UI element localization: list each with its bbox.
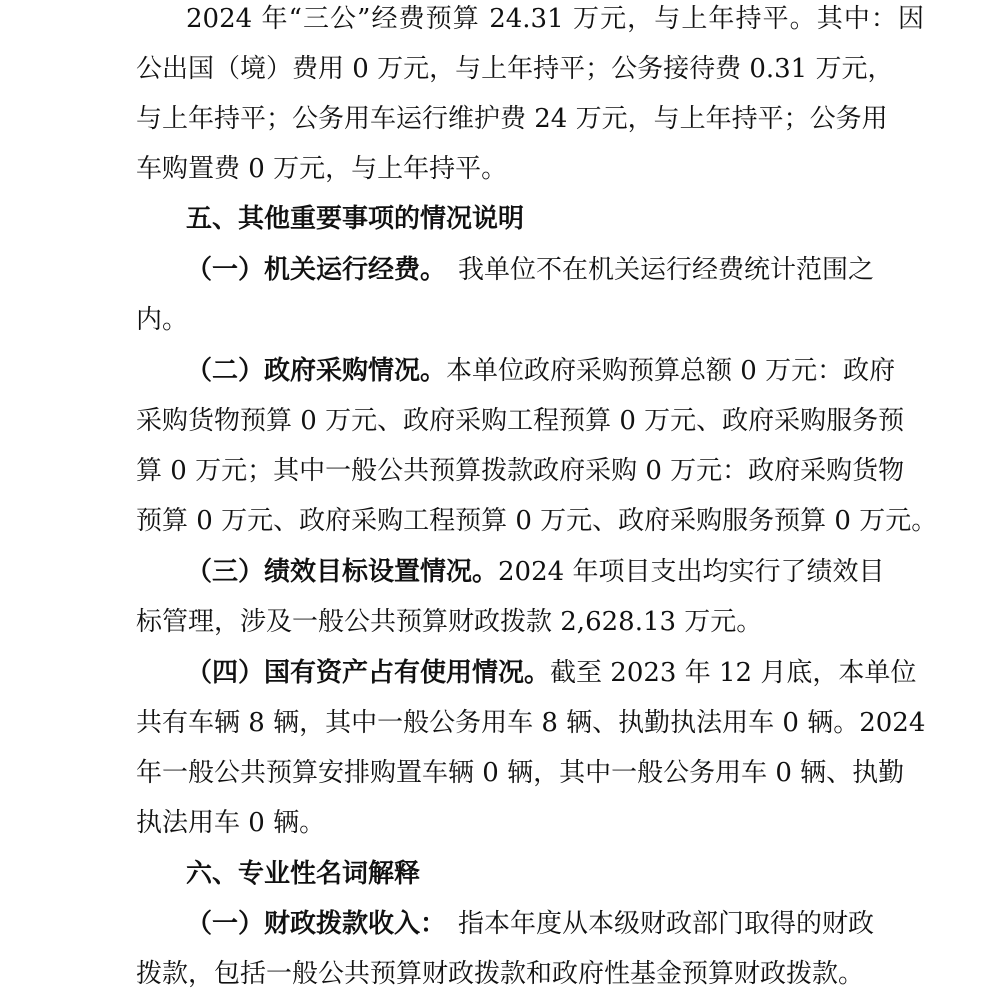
section-heading: 五、其他重要事项的情况说明 [186, 204, 525, 234]
item-label: （一）机关运行经费。 [186, 255, 447, 285]
section-heading: 六、专业性名词解释 [186, 859, 421, 889]
paragraph-line: 预算 0 万元、政府采购工程预算 0 万元、政府采购服务预算 0 万元。 [136, 506, 938, 536]
paragraph-line: 采购货物预算 0 万元、政府采购工程预算 0 万元、政府采购服务预 [136, 406, 905, 436]
item-label: （一）财政拨款收入： [186, 909, 447, 939]
item-line [186, 354, 896, 388]
paragraph-line: 与上年持平；公务用车运行维护费 24 万元，与上年持平；公务用 [136, 104, 888, 134]
paragraph-line: 执法用车 0 辆。 [136, 808, 326, 838]
item-line [186, 555, 885, 589]
paragraph-line: 年一般公共预算安排购置车辆 0 辆，其中一般公务用车 0 辆、执勤 [136, 758, 905, 788]
paragraph-line: 算 0 万元；其中一般公共预算拨款政府采购 0 万元：政府采购货物 [136, 456, 905, 486]
paragraph-line: 2024 年“三公”经费预算 24.31 万元，与上年持平。其中：因 [186, 4, 924, 34]
paragraph-line: 车购置费 0 万元，与上年持平。 [136, 154, 508, 184]
item-label: （三）绩效目标设置情况。 [186, 557, 499, 587]
item-text: 本单位政府采购预算总额 0 万元：政府 [446, 356, 896, 386]
item-text: 截至 2023 年 12 月底，本单位 [550, 658, 917, 688]
item-label: （四）国有资产占有使用情况。 [186, 658, 551, 688]
item-label: （二）政府采购情况。 [186, 356, 447, 386]
item-text: 指本年度从本级财政部门取得的财政 [457, 909, 874, 939]
item-line [186, 907, 874, 941]
paragraph-line: 公出国（境）费用 0 万元，与上年持平；公务接待费 0.31 万元， [136, 54, 894, 84]
item-line [186, 253, 874, 287]
paragraph-line: 内。 [136, 305, 189, 335]
paragraph-line: 共有车辆 8 辆，其中一般公务用车 8 辆、执勤执法用车 0 辆。2024 [136, 708, 926, 738]
item-text: 我单位不在机关运行经费统计范围之 [457, 255, 874, 285]
paragraph-line: 标管理，涉及一般公共预算财政拨款 2,628.13 万元。 [136, 607, 763, 637]
paragraph-line: 拨款，包括一般公共预算财政拨款和政府性基金预算财政拨款。 [136, 959, 865, 989]
item-text: 2024 年项目支出均实行了绩效目 [498, 557, 885, 587]
item-line [186, 656, 917, 690]
